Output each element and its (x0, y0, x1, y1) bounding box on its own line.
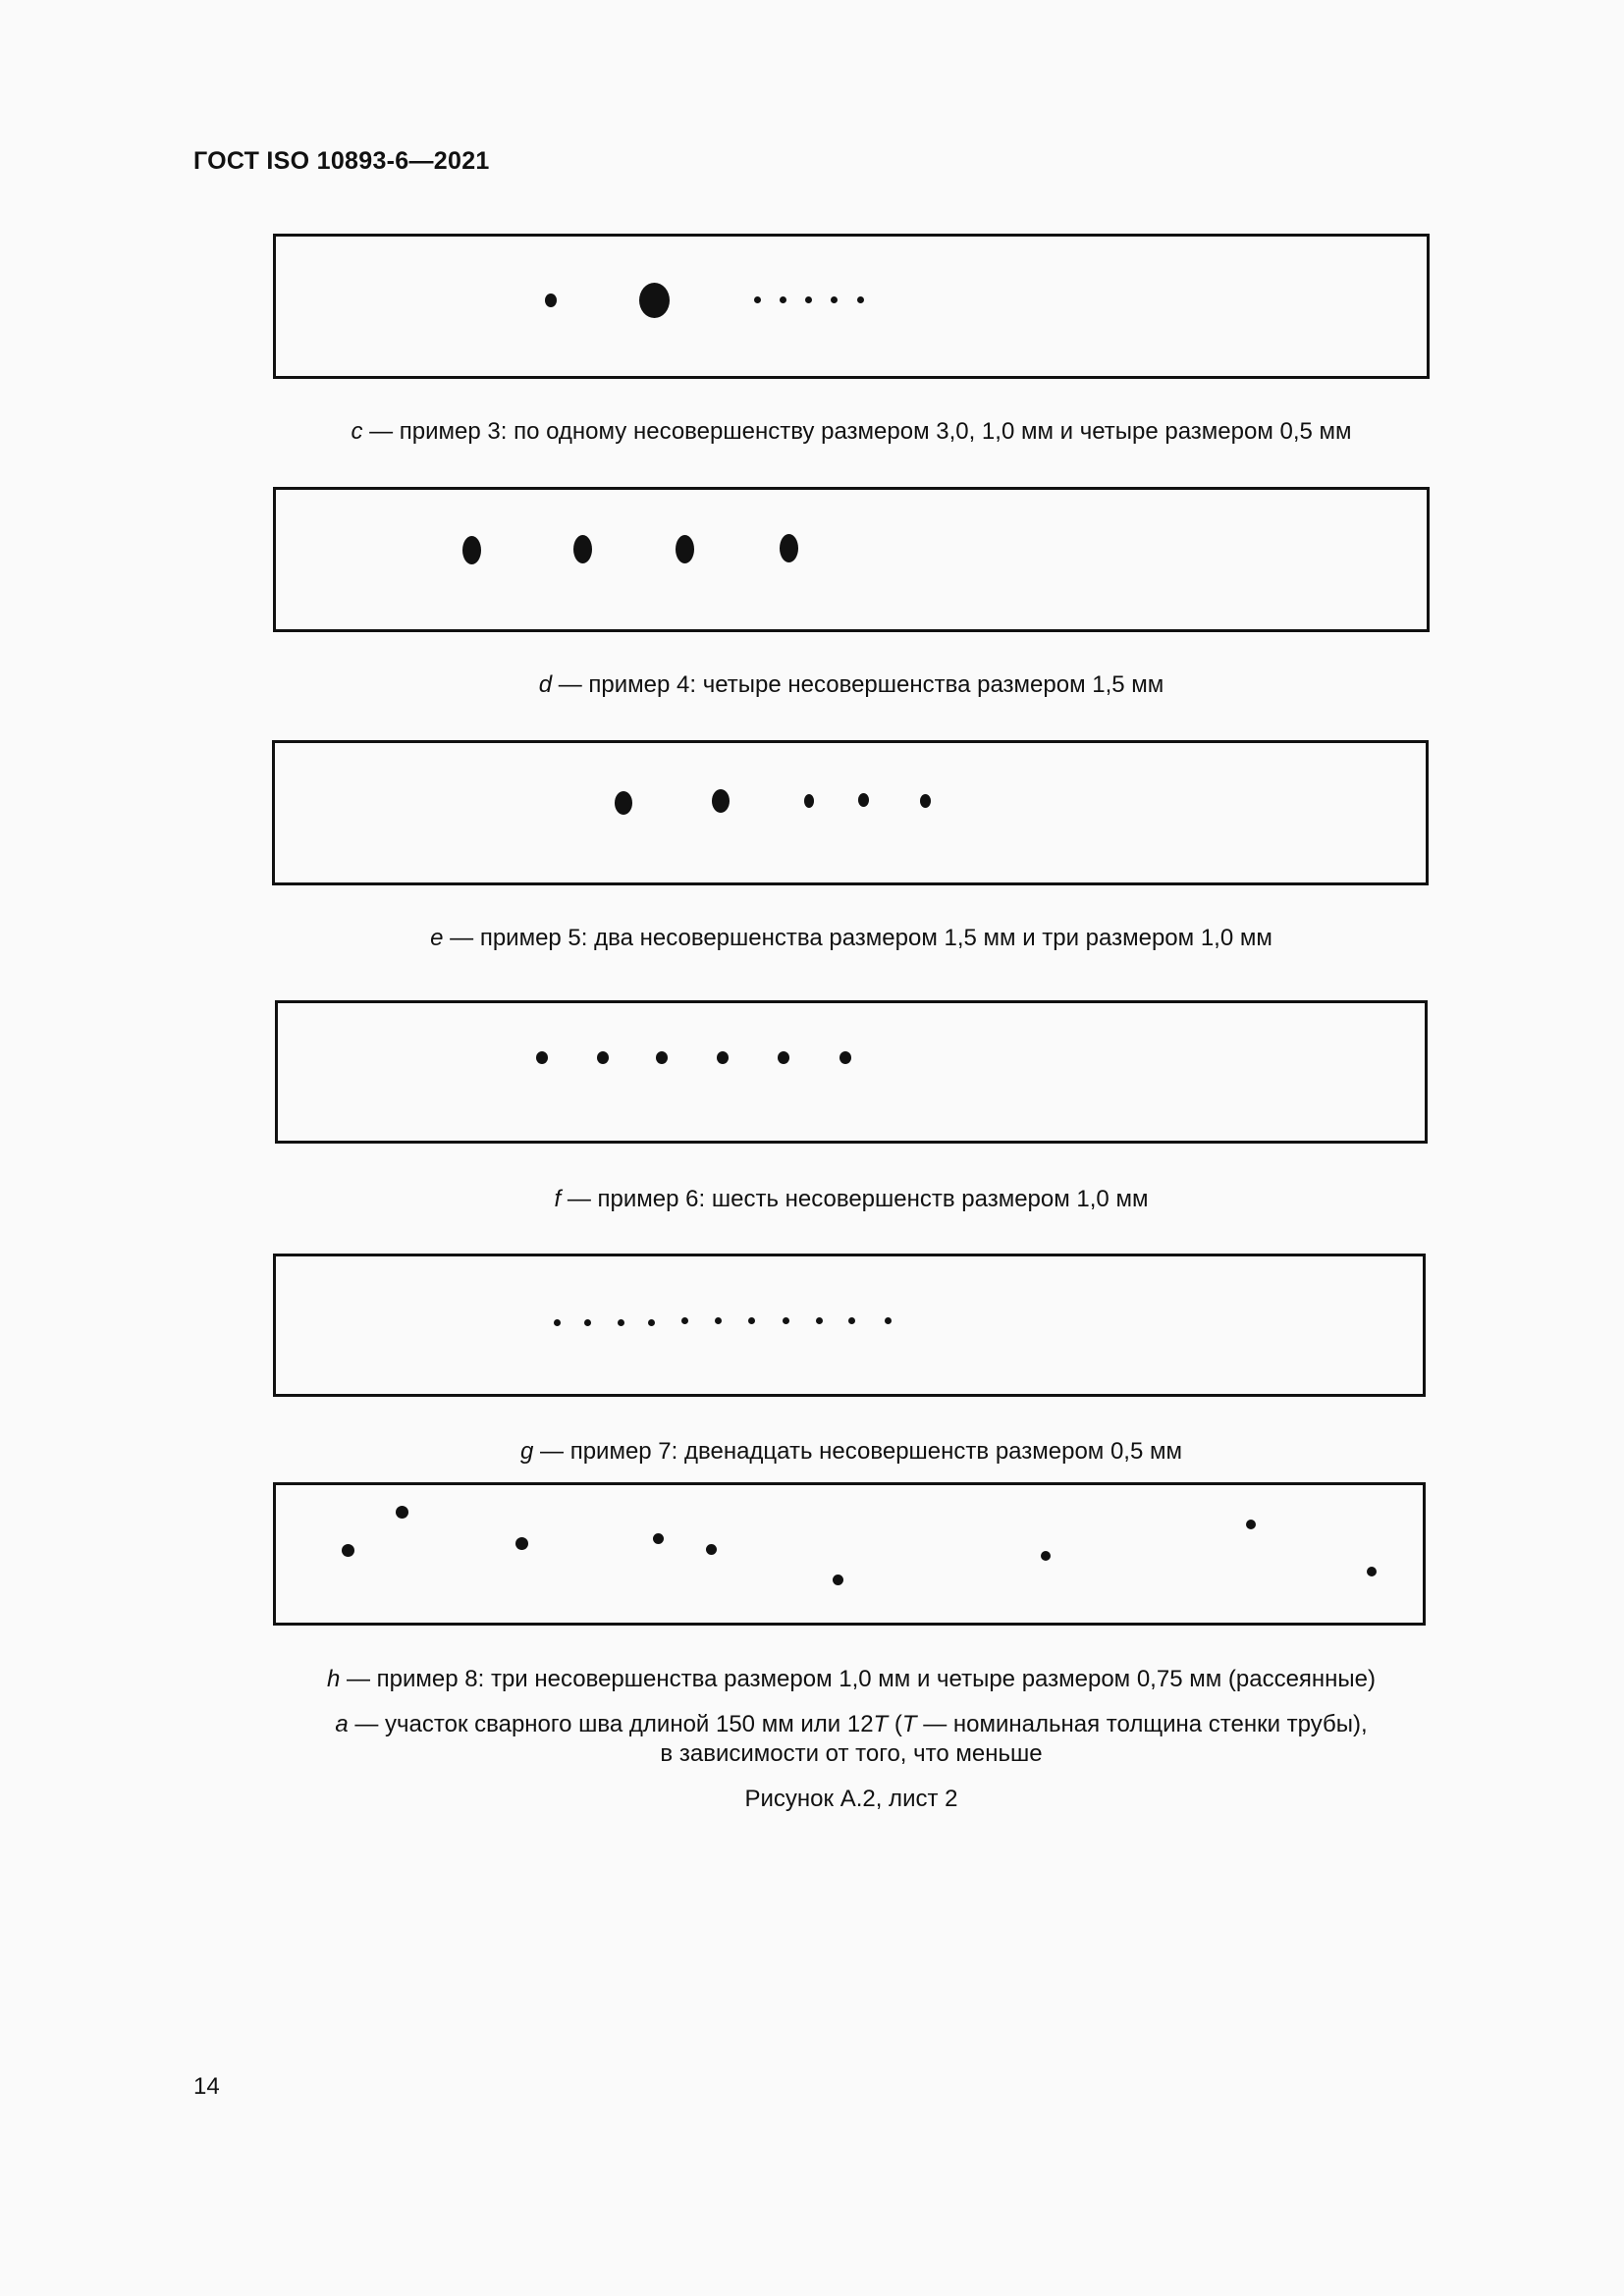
imperfection-dot (1041, 1551, 1051, 1561)
figure-caption-g: g — пример 7: двенадцать несовершенств размером 0,5 мм (520, 1438, 1182, 1465)
weld-panel-h (273, 1482, 1426, 1626)
imperfection-dot (584, 1319, 591, 1326)
imperfection-dot (676, 535, 694, 563)
imperfection-dot (857, 296, 864, 303)
imperfection-dot (656, 1051, 668, 1064)
imperfection-dot (706, 1544, 717, 1555)
weld-panel-g (273, 1254, 1426, 1397)
imperfection-dot (1367, 1567, 1377, 1576)
imperfection-dot (717, 1051, 729, 1064)
imperfection-dot (342, 1544, 354, 1557)
imperfection-dot (780, 296, 786, 303)
document-header: ГОСТ ISO 10893-6—2021 (193, 147, 490, 175)
imperfection-dot (545, 294, 557, 307)
imperfection-dot (748, 1317, 755, 1324)
imperfection-dot (597, 1051, 609, 1064)
imperfection-dot (653, 1533, 664, 1544)
imperfection-dot (573, 535, 592, 563)
figure-note: a — участок сварного шва длиной 150 мм или 12T (T — номинальная толщина стенки трубы), в зависимости от того, что меньше (335, 1711, 1368, 1767)
imperfection-dot (712, 789, 730, 813)
weld-panel-d (273, 487, 1430, 632)
imperfection-dot (396, 1506, 408, 1519)
imperfection-dot (554, 1319, 561, 1326)
imperfection-dot (783, 1317, 789, 1324)
imperfection-dot (804, 794, 814, 808)
imperfection-dot (536, 1051, 548, 1064)
imperfection-dot (920, 794, 931, 808)
imperfection-dot (515, 1537, 528, 1550)
imperfection-dot (618, 1319, 624, 1326)
imperfection-dot (615, 791, 632, 815)
imperfection-dot (805, 296, 812, 303)
page-number: 14 (193, 2073, 220, 2100)
figure-caption-c: c — пример 3: по одному несовершенству размером 3,0, 1,0 мм и четыре размером 0,5 мм (351, 418, 1352, 445)
weld-panel-c (273, 234, 1430, 379)
imperfection-dot (831, 296, 838, 303)
imperfection-dot (816, 1317, 823, 1324)
imperfection-dot (462, 536, 481, 564)
weld-panel-f (275, 1000, 1428, 1144)
imperfection-dot (639, 283, 670, 318)
imperfection-dot (1246, 1520, 1256, 1529)
weld-panel-e (272, 740, 1429, 885)
imperfection-dot (833, 1575, 843, 1585)
imperfection-dot (648, 1319, 655, 1326)
figure-caption-h: h — пример 8: три несовершенства размером 1,0 мм и четыре размером 0,75 мм (рассеянные) (326, 1666, 1377, 1692)
imperfection-dot (780, 534, 798, 562)
figure-caption-e: e — пример 5: два несовершенства размером 1,5 мм и три размером 1,0 мм (430, 925, 1272, 951)
imperfection-dot (858, 793, 869, 807)
figure-title: Рисунок А.2, лист 2 (744, 1786, 958, 1812)
figure-caption-f: f — пример 6: шесть несовершенств размером 1,0 мм (554, 1186, 1149, 1212)
imperfection-dot (681, 1317, 688, 1324)
imperfection-dot (848, 1317, 855, 1324)
imperfection-dot (754, 296, 761, 303)
imperfection-dot (885, 1317, 892, 1324)
figure-caption-d: d — пример 4: четыре несовершенства размером 1,5 мм (538, 671, 1164, 698)
imperfection-dot (778, 1051, 789, 1064)
imperfection-dot (839, 1051, 851, 1064)
imperfection-dot (715, 1317, 722, 1324)
